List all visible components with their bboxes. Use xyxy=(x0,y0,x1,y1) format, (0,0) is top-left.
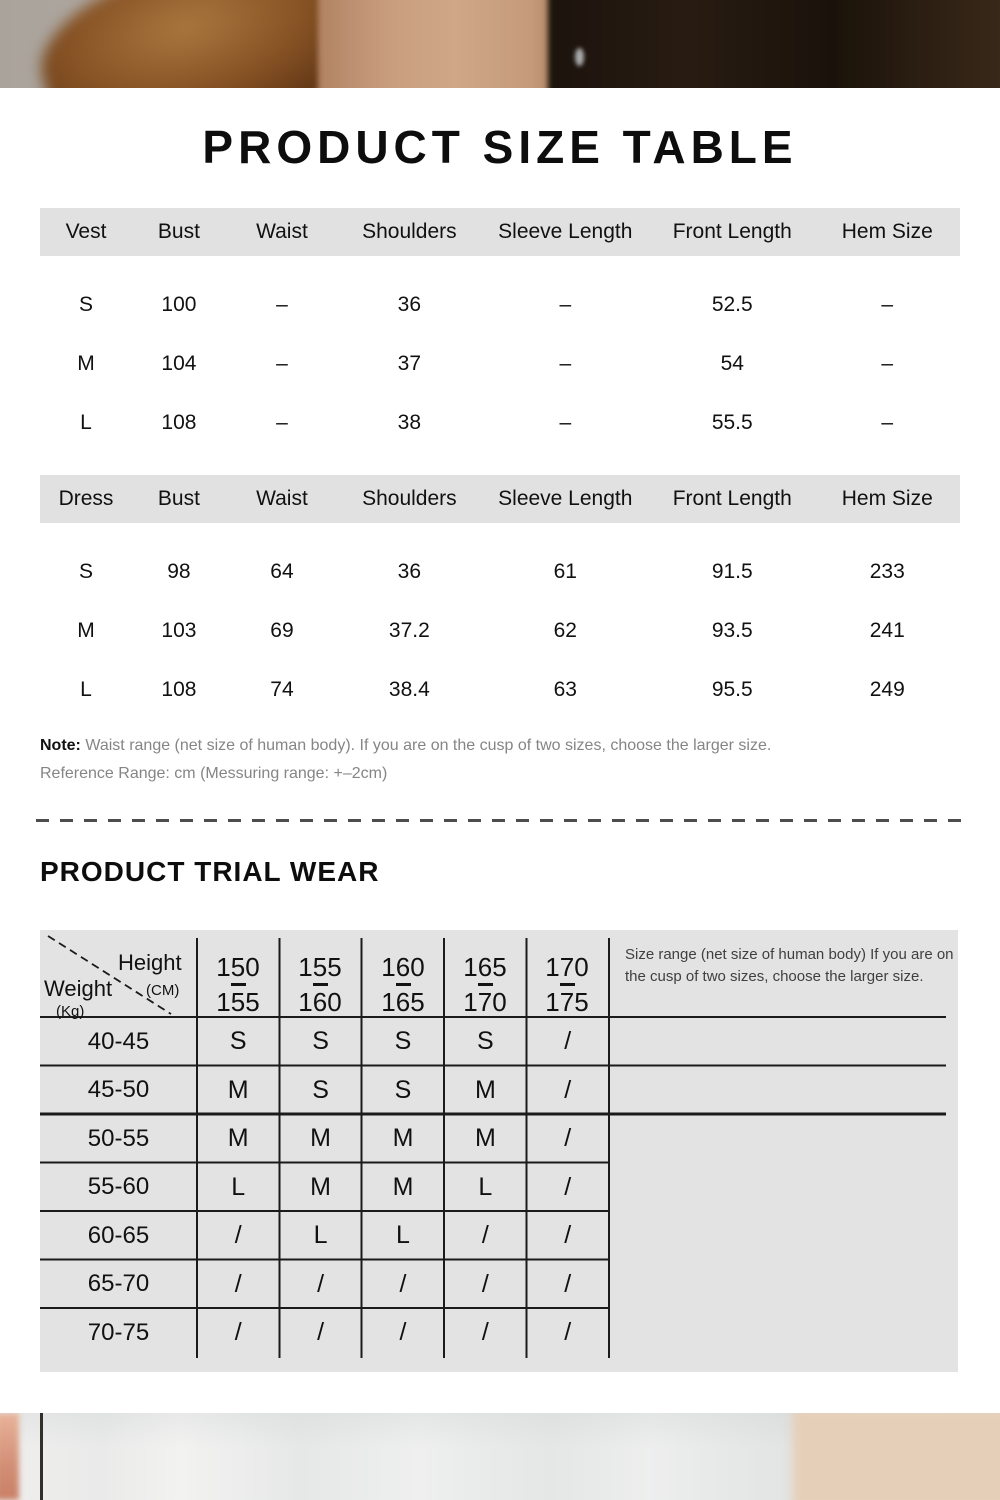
range-top: 165 xyxy=(463,951,507,982)
trial-row xyxy=(40,1017,610,1066)
dashed-divider xyxy=(36,819,964,822)
column-header: Hem Size xyxy=(841,220,933,243)
range-dash xyxy=(231,983,246,986)
trial-cell: M xyxy=(474,1124,496,1152)
column-header: Bust xyxy=(157,220,200,243)
trial-cell: M xyxy=(474,1075,496,1104)
door-edge-image xyxy=(40,1413,43,1500)
size-cell: L xyxy=(80,677,92,701)
trial-cell: L xyxy=(396,1221,410,1249)
value-cell: 241 xyxy=(869,618,905,642)
trial-cell: / xyxy=(399,1269,407,1298)
value-cell: 95.5 xyxy=(711,677,753,701)
value-cell: – xyxy=(276,351,288,375)
value-cell: – xyxy=(276,292,288,316)
range-dash xyxy=(396,983,411,986)
size-cell: M xyxy=(77,618,95,642)
trial-cell: / xyxy=(564,1075,572,1104)
trial-cell: L xyxy=(231,1172,246,1201)
trial-row xyxy=(40,1163,610,1212)
weight-range-label: 55-60 xyxy=(87,1173,150,1200)
column-header: Sleeve Length xyxy=(498,220,633,243)
value-cell: 108 xyxy=(161,410,197,434)
value-cell: – xyxy=(881,410,894,434)
hair-right-image xyxy=(548,0,858,88)
size-cell: L xyxy=(80,410,92,434)
model-arm-image xyxy=(0,1413,19,1500)
value-cell: 249 xyxy=(869,677,905,701)
trial-note: Size range (net size of human body) If you are on the cusp of two sizes, choose the larger size. xyxy=(625,946,954,985)
range-dash xyxy=(478,983,493,986)
trial-row xyxy=(40,1260,610,1309)
vest-size-table xyxy=(40,208,960,452)
trial-cell: S xyxy=(229,1027,247,1055)
table-row xyxy=(40,393,960,452)
height-axis-unit: (CM) xyxy=(146,982,180,999)
trial-cell: S xyxy=(312,1075,329,1104)
trial-cell: / xyxy=(234,1318,242,1346)
trial-cell: / xyxy=(234,1221,242,1249)
column-header: Dress xyxy=(58,487,114,510)
value-cell: 91.5 xyxy=(711,559,753,583)
value-cell: – xyxy=(881,351,894,375)
value-cell: 36 xyxy=(397,559,422,583)
page-title: PRODUCT SIZE TABLE xyxy=(202,121,798,173)
column-header: Waist xyxy=(256,487,308,510)
size-notes xyxy=(40,732,771,788)
range-bottom: 160 xyxy=(298,986,342,1017)
vest-table-header-row xyxy=(40,208,960,256)
necklace-glint xyxy=(575,48,584,66)
column-header: Vest xyxy=(65,220,107,243)
trial-cell: / xyxy=(564,1318,572,1346)
weight-range-label: 70-75 xyxy=(87,1318,150,1346)
trial-cell: M xyxy=(227,1075,249,1104)
range-top: 155 xyxy=(298,951,342,982)
column-header: Front Length xyxy=(672,220,792,243)
value-cell: 64 xyxy=(270,559,294,583)
value-cell: 69 xyxy=(270,618,294,642)
trial-cell: / xyxy=(317,1318,325,1346)
value-cell: – xyxy=(276,410,288,434)
trial-cell: / xyxy=(234,1269,242,1298)
size-cell: M xyxy=(77,351,95,375)
value-cell: 63 xyxy=(553,677,577,701)
trial-cell: / xyxy=(564,1269,572,1298)
size-cell: S xyxy=(78,292,93,316)
trial-cell: L xyxy=(478,1172,493,1201)
value-cell: – xyxy=(559,410,572,434)
weight-range-label: 45-50 xyxy=(87,1076,150,1103)
trial-row xyxy=(40,1114,610,1163)
trial-cell: M xyxy=(310,1124,331,1152)
note-line-1 xyxy=(40,732,771,760)
trial-cell: / xyxy=(317,1269,325,1298)
value-cell: 37.2 xyxy=(388,618,430,642)
trial-row xyxy=(40,1211,610,1260)
trial-cell: S xyxy=(394,1075,412,1104)
value-cell: 36 xyxy=(397,292,422,316)
table-row xyxy=(40,334,960,393)
table-row xyxy=(40,542,960,601)
value-cell: 61 xyxy=(553,559,577,583)
value-cell: 74 xyxy=(270,677,294,701)
product-photo-bottom xyxy=(0,1413,1000,1500)
column-header: Shoulders xyxy=(362,220,457,243)
range-top: 170 xyxy=(545,951,589,982)
table-row xyxy=(40,601,960,660)
hair-far-right-image xyxy=(830,0,1000,88)
trial-cell: M xyxy=(227,1124,249,1152)
value-cell: 104 xyxy=(161,351,197,375)
model-neck-image xyxy=(318,0,568,88)
range-bottom: 170 xyxy=(463,986,507,1017)
weight-range-label: 65-70 xyxy=(87,1270,150,1297)
weight-range-label: 50-55 xyxy=(87,1124,150,1152)
trial-cell: M xyxy=(310,1172,331,1201)
value-cell: 108 xyxy=(161,677,197,701)
trial-cell: S xyxy=(477,1027,494,1055)
range-bottom: 165 xyxy=(381,986,425,1017)
value-cell: – xyxy=(559,351,572,375)
trial-cell: / xyxy=(481,1269,489,1298)
trial-wear-table xyxy=(40,930,958,1372)
height-range-header xyxy=(362,946,444,1022)
value-cell: 93.5 xyxy=(711,618,753,642)
value-cell: 38.4 xyxy=(388,677,430,701)
dress-table-body xyxy=(40,523,960,719)
note-label: Note: xyxy=(40,737,81,754)
height-range-header xyxy=(279,946,361,1022)
column-header: Shoulders xyxy=(362,487,457,510)
value-cell: 37 xyxy=(397,351,422,375)
value-cell: 103 xyxy=(161,618,197,642)
range-bottom: 155 xyxy=(216,986,260,1017)
dress-size-table xyxy=(40,475,960,719)
dress-table-header-row xyxy=(40,475,960,523)
value-cell: – xyxy=(881,292,894,316)
column-header: Front Length xyxy=(672,487,792,510)
range-dash xyxy=(313,983,328,986)
weight-axis-unit: (Kg) xyxy=(56,1003,85,1020)
trial-cell: / xyxy=(564,1221,572,1249)
trial-cell: S xyxy=(312,1027,329,1055)
trial-row xyxy=(40,1066,610,1115)
trial-wear-title: PRODUCT TRIAL WEAR xyxy=(40,856,380,887)
value-cell: 98 xyxy=(167,559,191,583)
range-top: 150 xyxy=(216,951,260,982)
height-axis-label: Height xyxy=(118,950,182,975)
trial-cell: / xyxy=(481,1221,489,1249)
height-range-header xyxy=(444,946,526,1022)
range-dash xyxy=(560,983,575,986)
size-cell: S xyxy=(78,559,93,583)
trial-cell: L xyxy=(313,1221,328,1249)
trial-cell: / xyxy=(399,1318,407,1346)
trial-cell: / xyxy=(481,1318,489,1346)
height-range-header xyxy=(526,946,608,1022)
reference-note: Reference Range: cm (Messuring range: +–2cm) xyxy=(40,765,388,782)
table-row xyxy=(40,275,960,334)
weight-range-label: 60-65 xyxy=(87,1221,150,1249)
value-cell: 38 xyxy=(397,410,422,434)
trial-cell: M xyxy=(392,1124,414,1152)
height-range-header xyxy=(197,946,279,1022)
trial-cell: M xyxy=(392,1172,414,1201)
trial-cell: / xyxy=(564,1172,572,1201)
wall-background-image xyxy=(792,1413,1000,1500)
note-text: Waist range (net size of human body). If you are on the cusp of two sizes, choose the larger size. xyxy=(80,737,772,754)
value-cell: 233 xyxy=(869,559,905,583)
value-cell: 52.5 xyxy=(711,292,753,316)
weight-range-label: 40-45 xyxy=(87,1027,150,1055)
value-cell: 54 xyxy=(720,351,744,375)
model-photo-top xyxy=(0,0,1000,88)
column-header: Sleeve Length xyxy=(498,487,633,510)
vest-table-body xyxy=(40,256,960,452)
weight-axis-label: Weight xyxy=(44,976,113,1001)
value-cell: 62 xyxy=(553,618,577,642)
table-row xyxy=(40,660,960,719)
trial-cell: / xyxy=(564,1124,572,1152)
trial-row xyxy=(40,1308,610,1357)
trial-cell: S xyxy=(394,1027,412,1055)
value-cell: – xyxy=(559,292,572,316)
column-header: Bust xyxy=(157,487,200,510)
range-bottom: 175 xyxy=(545,986,589,1017)
value-cell: 100 xyxy=(161,292,197,316)
column-header: Hem Size xyxy=(841,487,933,510)
range-top: 160 xyxy=(381,951,425,982)
value-cell: 55.5 xyxy=(711,410,753,434)
column-header: Waist xyxy=(256,220,308,243)
trial-cell: / xyxy=(564,1027,572,1055)
